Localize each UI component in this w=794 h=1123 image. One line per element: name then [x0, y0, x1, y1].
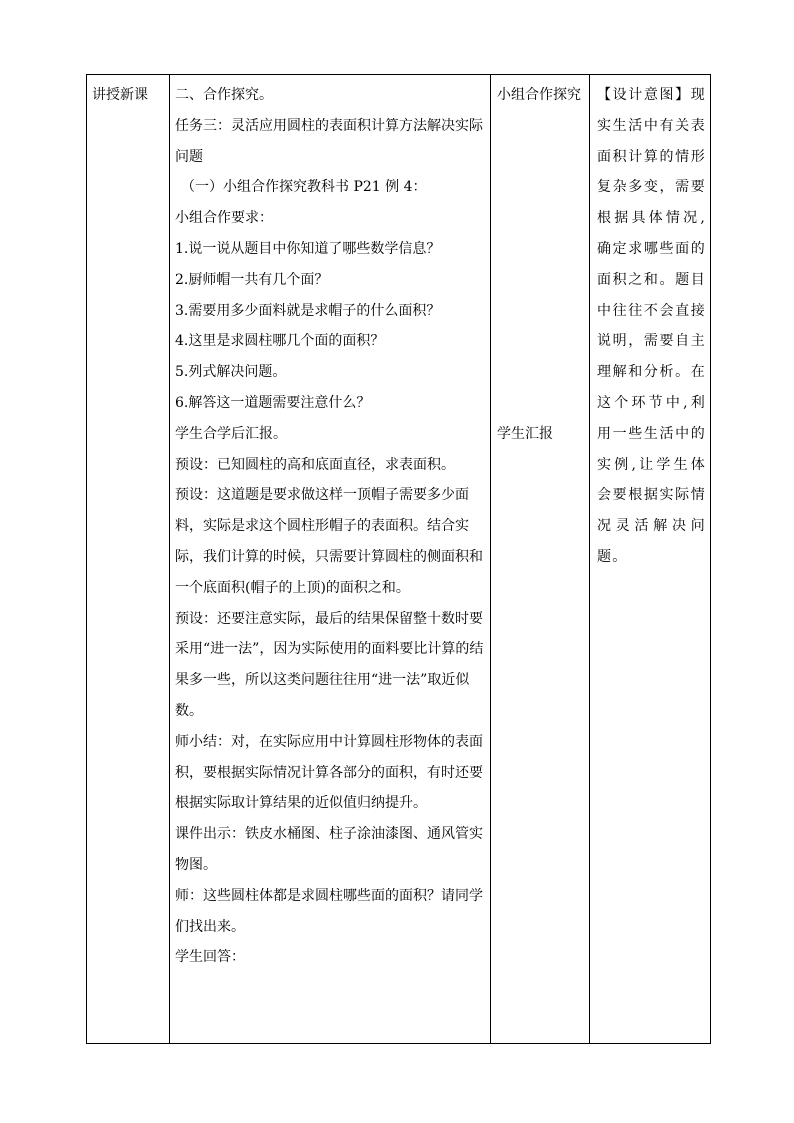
paragraph: 课件出示：铁皮水桶图、柱子涂油漆图、通风管实物图。	[175, 826, 483, 873]
section-heading: 二、合作探究。	[175, 87, 273, 103]
requirement-item: 1.说一说从题目中你知道了哪些数学信息？	[175, 240, 441, 257]
lesson-plan-table	[86, 74, 711, 1044]
requirements-heading: 小组合作要求：	[175, 210, 273, 227]
teacher-activity-cell	[170, 75, 491, 1044]
requirement-item: 3.需要用多少面料就是求帽子的什么面积？	[175, 302, 441, 319]
stage-label: 讲授新课	[92, 87, 148, 103]
design-intent-text: 【设计意图】现实生活中有关表面积计算的情形复杂多变，需要根据具体情况,确定求哪些面的面积之和。题目中往往不会直接说明，需要自主理解和分析。在这个环节中,利用一些生活中的实例,让学生体会要根据实际情况灵活解决问题。	[597, 87, 706, 565]
student-activity-cell	[491, 75, 590, 1044]
example-reference: （一）小组合作探究教科书 P21 例 4：	[181, 179, 427, 196]
paragraph: 预设：还要注意实际，最后的结果保留整十数时要采用“进一法”，因为实际使用的面料要比计算的结果多一些，所以这类问题往往用“进一法”取近似数。	[175, 610, 484, 719]
task-title: 任务三：灵活应用圆柱的表面积计算方法解决实际问题	[175, 117, 483, 165]
requirement-item: 5.列式解决问题。	[175, 364, 287, 381]
paragraph: 师：这些圆柱体都是求圆柱哪些面的面积？请同学们找出来。	[175, 887, 483, 935]
requirement-item: 6.解答这一道题需要注意什么？	[175, 394, 371, 411]
student-activity: 小组合作探究	[497, 87, 581, 103]
paragraph: 预设：这道题是要求做这样一顶帽子需要多少面料，实际是求这个圆柱形帽子的表面积。结合实际，我们计算的时候，只需要计算圆柱的侧面积和一个底面积(帽子的上顶)的面积之和。	[175, 487, 483, 596]
paragraph: 师小结：对，在实际应用中计算圆柱形物体的表面积，要根据实际情况计算各部分的面积，有时还要根据实际取计算结果的近似值归纳提升。	[175, 733, 483, 812]
lesson-row	[87, 75, 711, 1044]
student-activity: 学生汇报	[497, 425, 553, 442]
paragraph: 学生合学后汇报。	[175, 425, 287, 442]
paragraph: 预设：已知圆柱的高和底面直径，求表面积。	[175, 456, 455, 473]
paragraph: 学生回答：	[175, 949, 245, 966]
requirement-item: 2.厨师帽一共有几个面？	[175, 271, 329, 288]
design-intent-cell	[590, 75, 711, 1044]
requirement-item: 4.这里是求圆柱哪几个面的面积？	[175, 333, 385, 350]
stage-cell	[87, 75, 170, 1044]
